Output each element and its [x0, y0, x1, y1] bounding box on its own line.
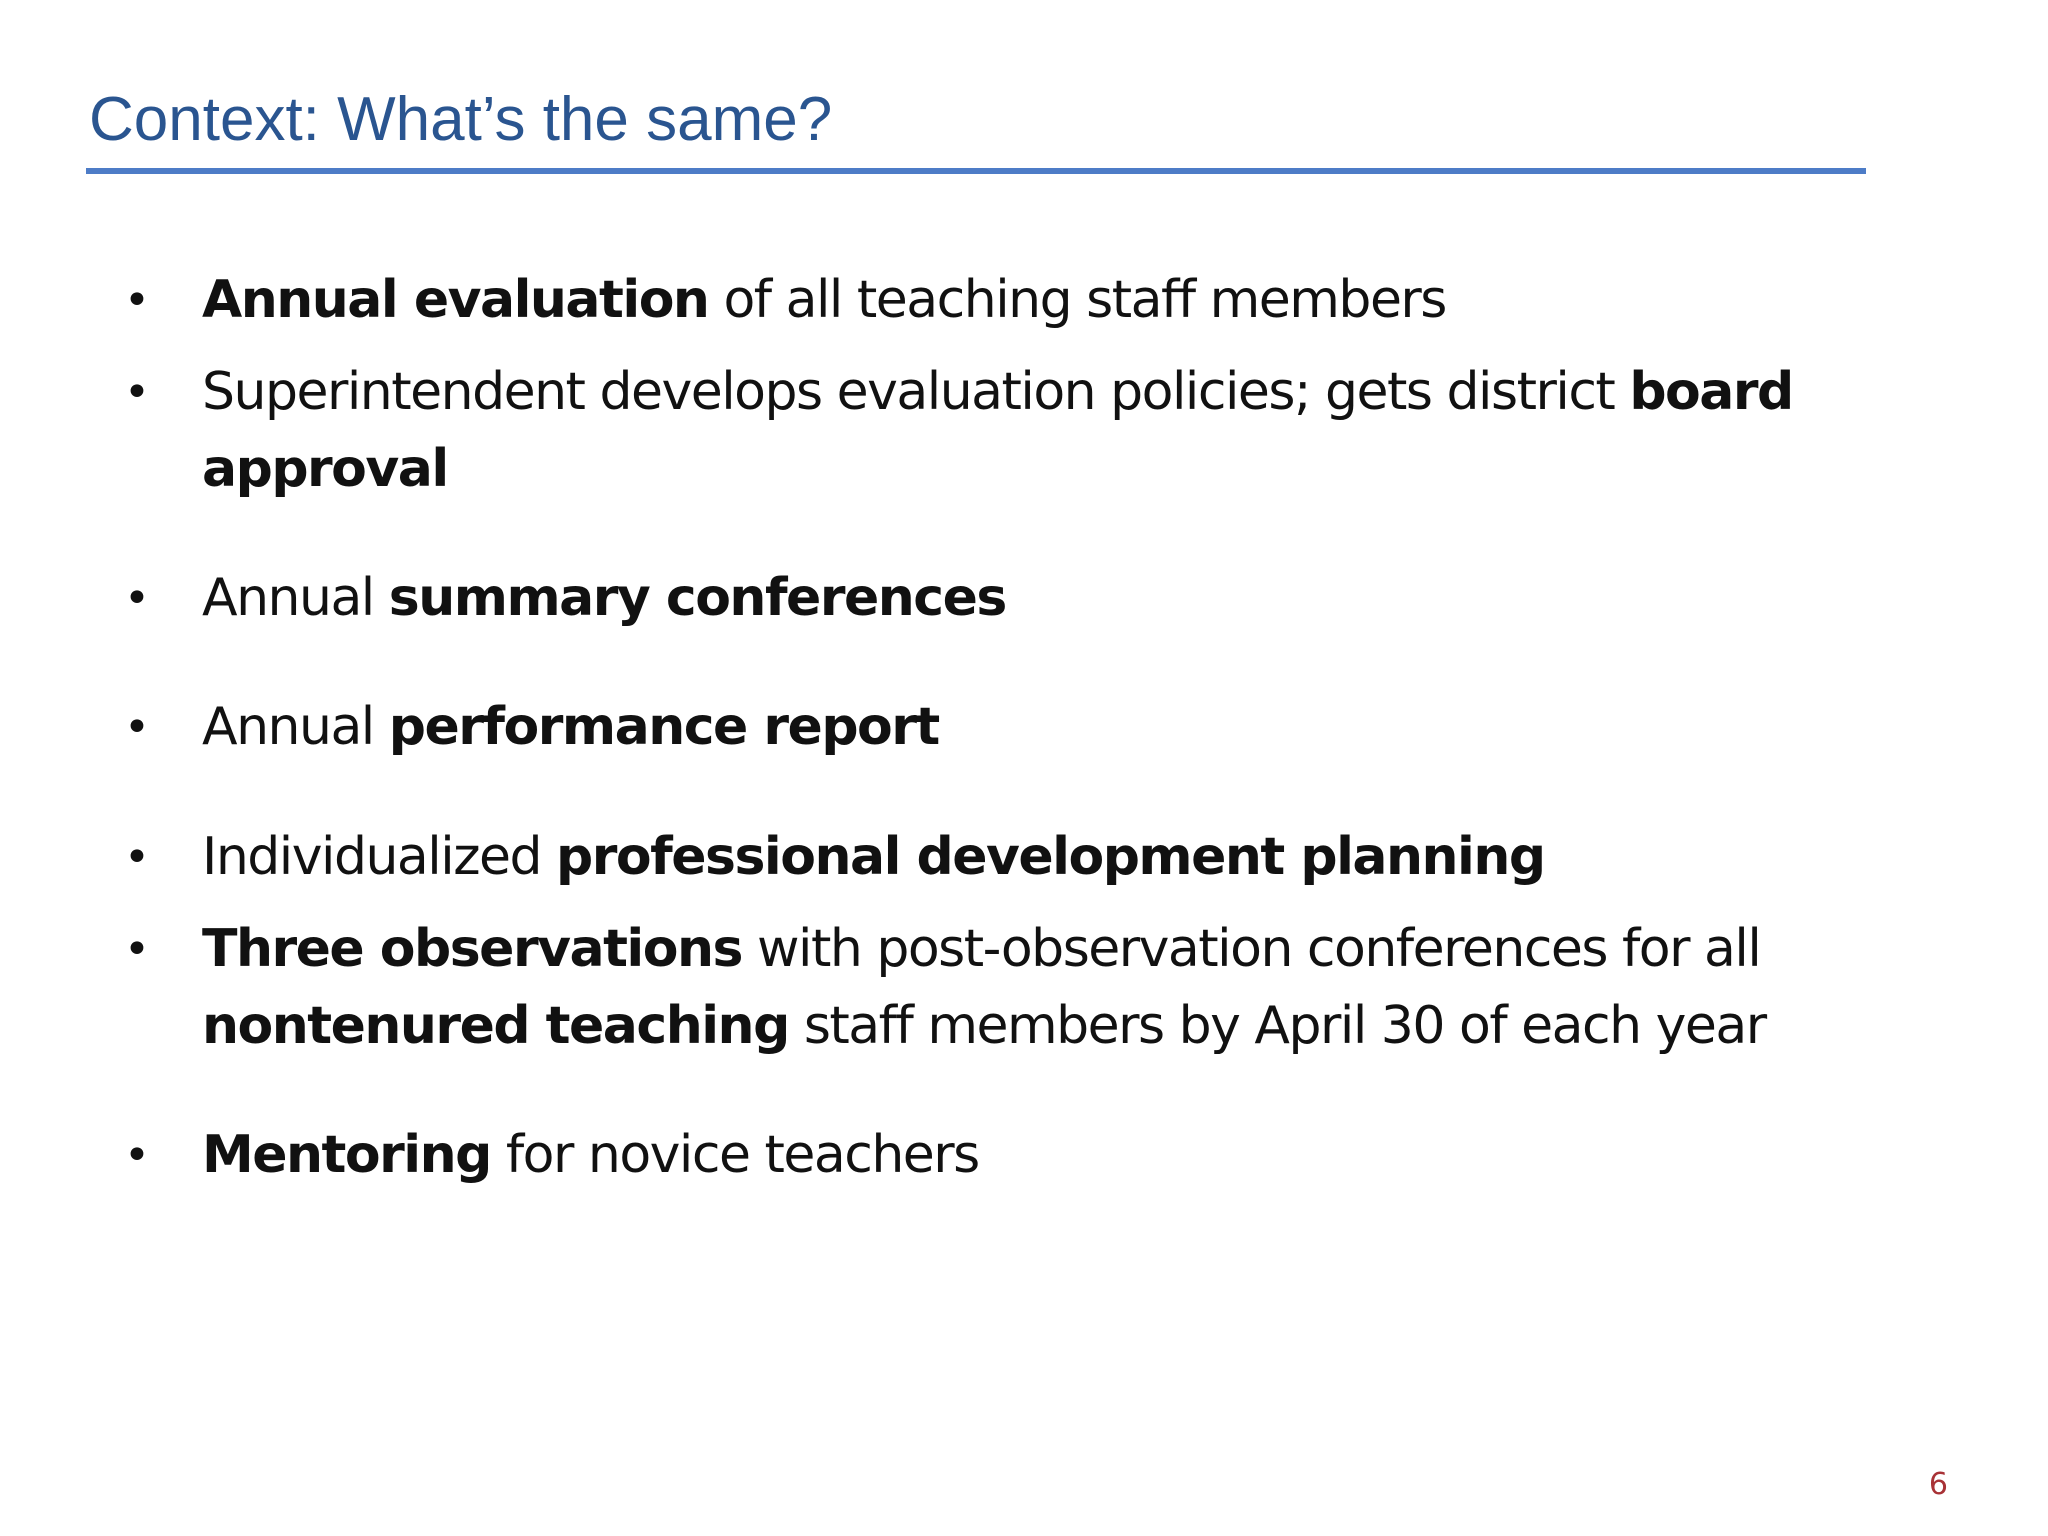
bullet-text-bold: nontenured teaching — [202, 996, 789, 1056]
bullet-text — [202, 911, 1882, 1065]
bullet-item — [124, 1117, 1884, 1194]
bullet-dot: • — [124, 573, 149, 624]
slide-title: Context: What’s the same? — [89, 85, 833, 154]
bullet-text-regular: of all teaching staff members — [708, 270, 1446, 330]
bullet-text — [202, 262, 1882, 339]
bullet-text-bold: performance report — [388, 697, 939, 757]
bullet-text — [202, 819, 1882, 896]
bullet-text-regular: staff members by April 30 of each year — [788, 996, 1766, 1056]
bullet-item — [124, 560, 1884, 637]
bullet-text-regular: Superintendent develops evaluation policies; gets district — [202, 362, 1630, 422]
bullet-item — [124, 262, 1884, 339]
bullet-text-bold: board approval — [202, 362, 1793, 499]
bullet-dot: • — [124, 1130, 149, 1181]
bullet-dot: • — [124, 832, 149, 883]
bullet-text-regular: Individualized — [202, 827, 557, 887]
bullet-text-regular: for novice teachers — [490, 1125, 979, 1185]
bullet-text-bold: professional development planning — [556, 827, 1545, 887]
bullet-text-regular: Annual — [202, 568, 389, 628]
bullet-dot: • — [124, 367, 149, 418]
bullet-text-bold: Three observations — [202, 919, 742, 979]
bullet-item — [124, 354, 1884, 508]
bullet-text-bold: Annual evaluation — [202, 270, 709, 330]
bullet-text-bold: summary conferences — [388, 568, 1006, 628]
bullet-text — [202, 560, 1882, 637]
bullet-dot: • — [124, 924, 149, 975]
bullet-text-bold: Mentoring — [202, 1125, 491, 1185]
bullet-dot: • — [124, 275, 149, 326]
bullet-text — [202, 1117, 1882, 1194]
bullet-item — [124, 911, 1884, 1065]
bullet-text — [202, 354, 1882, 508]
bullet-text — [202, 689, 1882, 766]
bullet-text-regular: with post-observation conferences for all — [741, 919, 1761, 979]
page-number: 6 — [1928, 1467, 1948, 1502]
bullet-text-regular: Annual — [202, 697, 389, 757]
bullet-dot: • — [124, 702, 149, 753]
bullet-item — [124, 689, 1884, 766]
title-underline — [86, 168, 1866, 174]
bullet-item — [124, 819, 1884, 896]
